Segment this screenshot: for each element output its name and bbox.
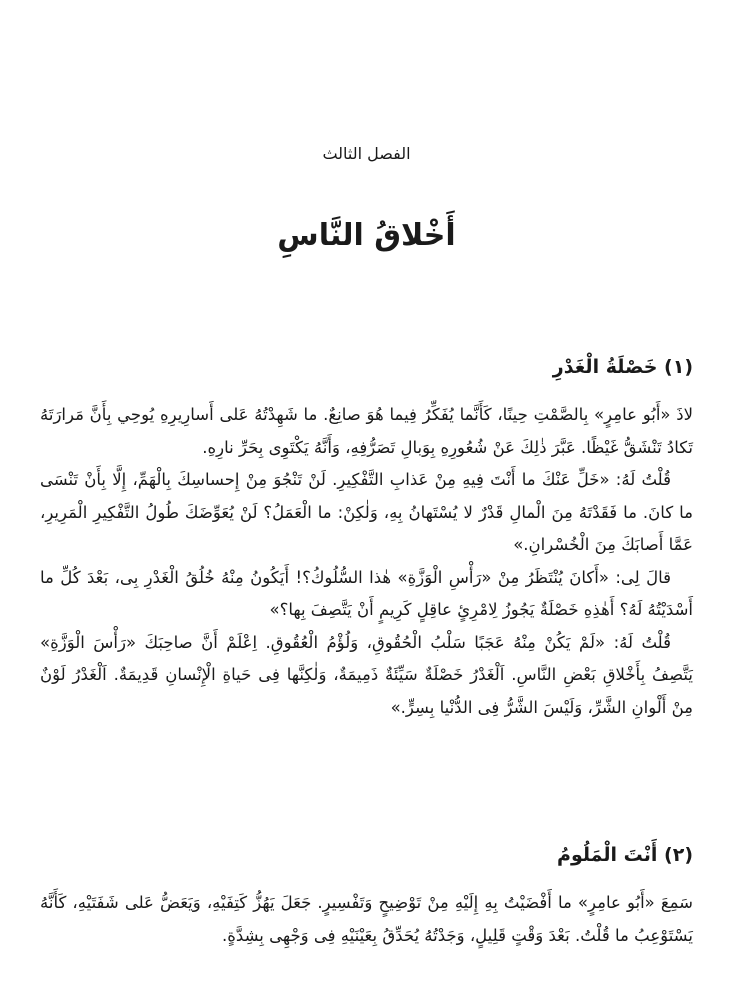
chapter-title: أَخْلاقُ النَّاسِ: [277, 218, 456, 253]
paragraph: قالَ لِى: «أَكانَ يُنْتَظَرُ مِنْ «رَأْسِ الْوَزَّةِ» هٰذا السُّلُوكُ؟! أَيَكُونُ مِنْهُ خُلُقُ الْغَدْرِ بِى، بَعْدَ كُلِّ ما أَسْدَيْتُهُ لَهُ؟ أَهٰذِهِ خَصْلَةٌ يَجُوزُ لِامْرِئٍ عاقِلٍ كَرِيمٍ أَنْ يَتَّصِفَ بِها؟»: [40, 567, 693, 619]
section-heading: (٢) أَنْتَ الْمَلُومُ: [557, 844, 693, 866]
paragraph: لاذَ «أَبُو عامِرٍ» بِالصَّمْتِ حِينًا، كَأَنَّما يُفَكِّرُ فِيما هُوَ صانِعٌ. ما شَهِدْتُهُ عَلى أَسارِيرِهِ يُوحِي بِأَنَّ مَرارَتَهُ تَكادُ تَنْشَقُّ غَيْظًا. عَبَّرَ ذٰلِكَ عَنْ شُعُورِهِ بِوَبالِ تَصَرُّفِهِ، وَأَنَّهُ يَكْتَوِى بِحَرِّ نارِهِ.: [40, 405, 693, 457]
section-betrayal: [40, 352, 693, 724]
section-you-are-to-blame: [40, 840, 693, 952]
paragraph: سَمِعَ «أَبُو عامِرٍ» ما أَفْضَيْتُ بِهِ إِلَيْهِ مِنْ تَوْضِيحٍ وَتَفْسِيرٍ. جَعَلَ يَهُزُّ كَتِفَيْهِ، وَيَعَضُّ عَلى شَفَتَيْهِ، كَأَنَّهُ يَسْتَوْعِبُ ما قُلْتُ. بَعْدَ وَقْتٍ قَلِيلٍ، وَجَدْتُهُ يُحَدِّقُ بِعَيْنَيْهِ فِى وَجْهِى بِشِدَّةٍ.: [40, 893, 693, 945]
paragraph: قُلْتُ لَهُ: «لَمْ يَكُنْ مِنْهُ عَجَبًا سَلْبُ الْحُقُوقِ، وَلُؤْمُ الْعُقُوقِ. اِعْلَمْ أَنَّ صاحِبَكَ «رَأْسَ الْوَزَّةِ» يَتَّصِفُ بِأَخْلاقِ بَعْضِ النَّاسِ. اَلْغَدْرُ خَصْلَةٌ سَيِّئَةٌ ذَمِيمَةٌ، وَلٰكِنَّها فِى حَياةِ الْإِنْسانِ قَدِيمَةٌ. اَلْغَدْرُ لَوْنٌ مِنْ أَلْوانِ الشَّرِّ، وَلَيْسَ الشَّرُّ فِى الدُّنْيا بِسِرٍّ.»: [40, 632, 693, 717]
paragraph: قُلْتُ لَهُ: «خَلِّ عَنْكَ ما أَنْتَ فِيهِ مِنْ عَذابِ التَّفْكِيرِ. لَنْ تَنْجُوَ مِنْ إِحساسِكَ بِالْهَمِّ، إِلَّا بِأَنْ تَنْسَى ما كانَ. ما فَقَدْتَهُ مِنَ الْمالِ قَدْرٌ لا يُسْتَهانُ بِهِ، وَلٰكِنْ: ما الْعَمَلُ؟ لَنْ يُعَوِّضَكَ طُولُ التَّفْكِيرِ الْمَرِيرِ، عَمَّا أَصابَكَ مِنَ الْخُسْرانِ.»: [40, 470, 693, 554]
chapter-label: الفصل الثالث: [322, 144, 411, 163]
section-heading: (١) خَصْلَةُ الْغَدْرِ: [552, 356, 693, 378]
